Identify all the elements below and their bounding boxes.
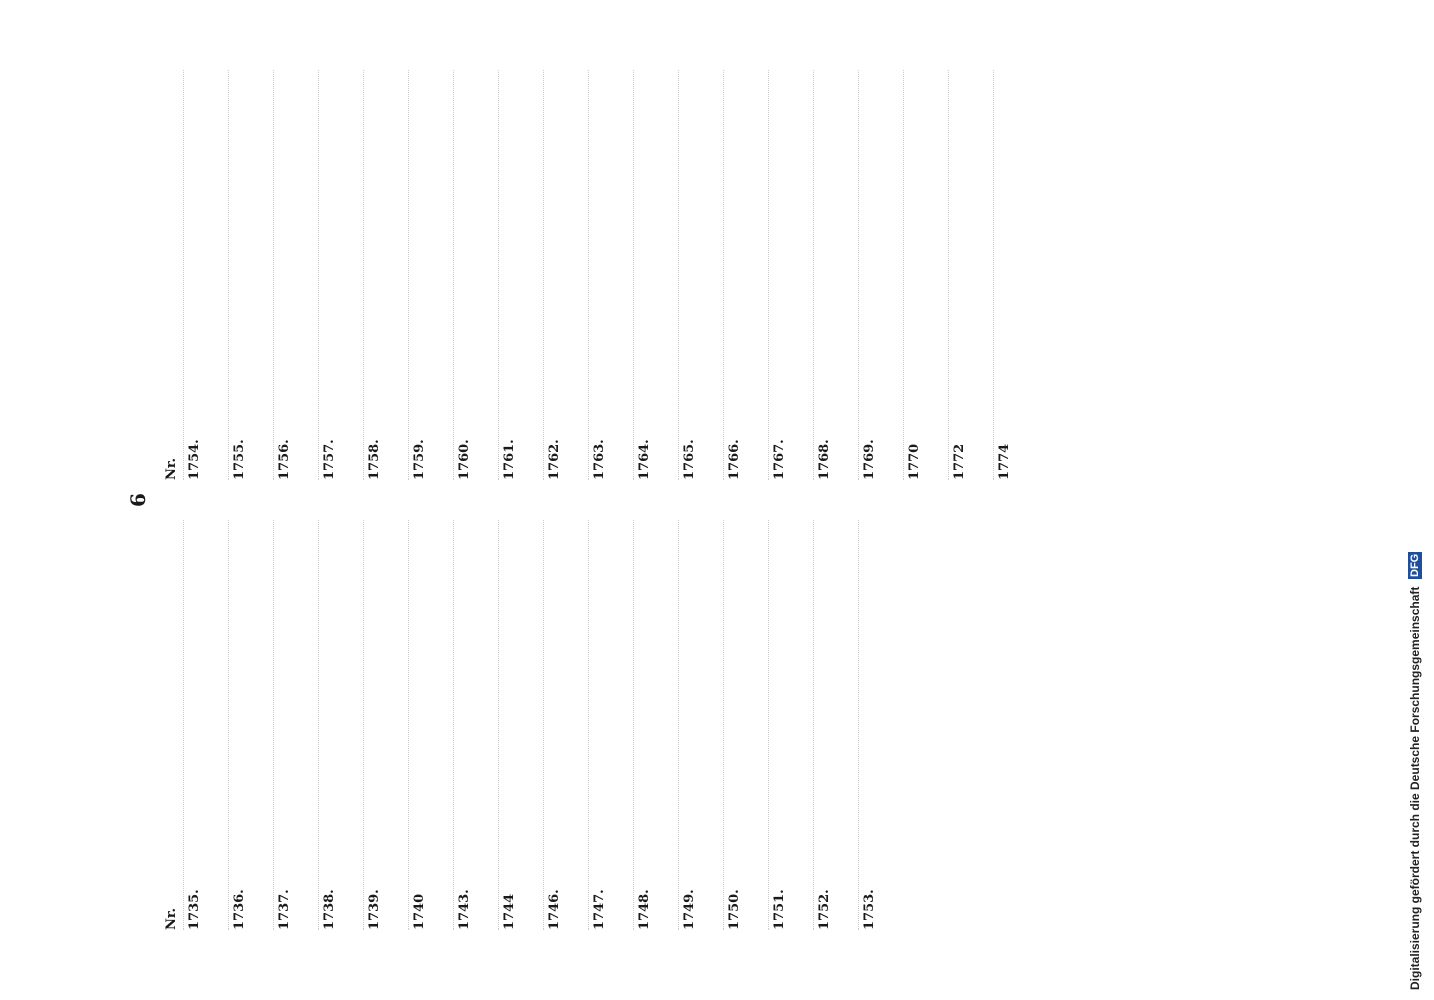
entry-number: 1743. — [457, 889, 472, 930]
entry-number: 1762. — [547, 439, 562, 480]
entry-number: 1757. — [322, 439, 337, 480]
entry-number: 1750. — [727, 889, 742, 930]
entry-number: 1739. — [367, 889, 382, 930]
agenda-entry — [588, 70, 633, 480]
entry-number: 1772 — [952, 443, 967, 480]
agenda-entry — [723, 520, 768, 930]
entry-number: 1764. — [637, 439, 652, 480]
agenda-entry — [633, 70, 678, 480]
agenda-entry — [273, 520, 318, 930]
agenda-entry — [858, 520, 903, 930]
entry-number: 1765. — [682, 439, 697, 480]
entry-number: 1767. — [772, 439, 787, 480]
agenda-entry — [723, 70, 768, 480]
entry-number: 1766. — [727, 439, 742, 480]
agenda-entry — [903, 70, 948, 480]
entry-number: 1751. — [772, 889, 787, 930]
entry-number: 1760. — [457, 439, 472, 480]
agenda-entry — [228, 70, 273, 480]
agenda-entry — [363, 520, 408, 930]
agenda-entry — [498, 70, 543, 480]
left-column — [164, 520, 1364, 930]
agenda-entry — [768, 520, 813, 930]
entry-number: 1752. — [817, 889, 832, 930]
left-entry-list — [183, 520, 903, 930]
nr-column-header: Nr. — [164, 907, 179, 930]
entry-number: 1768. — [817, 439, 832, 480]
entry-number: 1755. — [232, 439, 247, 480]
agenda-entry — [318, 520, 363, 930]
rotated-page-content — [120, 60, 1380, 940]
entry-number: 1758. — [367, 439, 382, 480]
entry-number: 1763. — [592, 439, 607, 480]
entry-number: 1754. — [187, 439, 202, 480]
entry-number: 1748. — [637, 889, 652, 930]
credit-text: Digitalisierung gefördert durch die Deutsche Forschungsgemeinschaft — [1408, 586, 1422, 990]
agenda-entry — [543, 520, 588, 930]
right-entry-list — [183, 70, 1038, 480]
entry-number: 1749. — [682, 889, 697, 930]
agenda-entry — [453, 520, 498, 930]
agenda-entry — [813, 520, 858, 930]
entry-number: 1769. — [862, 439, 877, 480]
dfg-logo: DFG — [1409, 554, 1421, 578]
scanned-page — [120, 60, 1380, 940]
entry-number: 1759. — [412, 439, 427, 480]
agenda-entry — [993, 70, 1038, 480]
digitization-credit — [1408, 10, 1428, 990]
agenda-entry — [228, 520, 273, 930]
agenda-entry — [183, 520, 228, 930]
agenda-entry — [678, 520, 723, 930]
agenda-entry — [453, 70, 498, 480]
agenda-entry — [678, 70, 723, 480]
agenda-entry — [858, 70, 903, 480]
agenda-entry — [543, 70, 588, 480]
entry-number: 1738. — [322, 889, 337, 930]
agenda-entry — [588, 520, 633, 930]
entry-number: 1756. — [277, 439, 292, 480]
entry-number: 1774 — [997, 443, 1012, 480]
agenda-entry — [408, 520, 453, 930]
nr-column-header: Nr. — [164, 457, 179, 480]
agenda-entry — [633, 520, 678, 930]
entry-number: 1737. — [277, 889, 292, 930]
agenda-entry — [768, 70, 813, 480]
agenda-entry — [318, 70, 363, 480]
agenda-entry — [408, 70, 453, 480]
entry-number: 1761. — [502, 439, 517, 480]
entry-number: 1735. — [187, 889, 202, 930]
entry-number: 1770 — [907, 443, 922, 480]
agenda-entry — [273, 70, 318, 480]
agenda-entry — [183, 70, 228, 480]
agenda-entry — [498, 520, 543, 930]
right-column — [164, 70, 1364, 480]
agenda-entry — [813, 70, 858, 480]
entry-number: 1736. — [232, 889, 247, 930]
entry-number: 1753. — [862, 889, 877, 930]
page-number: 6 — [126, 493, 150, 507]
entry-number: 1747. — [592, 889, 607, 930]
entry-number: 1746. — [547, 889, 562, 930]
agenda-entry — [363, 70, 408, 480]
agenda-entry — [948, 70, 993, 480]
entry-number: 1740 — [412, 893, 427, 930]
entry-number: 1744 — [502, 893, 517, 930]
